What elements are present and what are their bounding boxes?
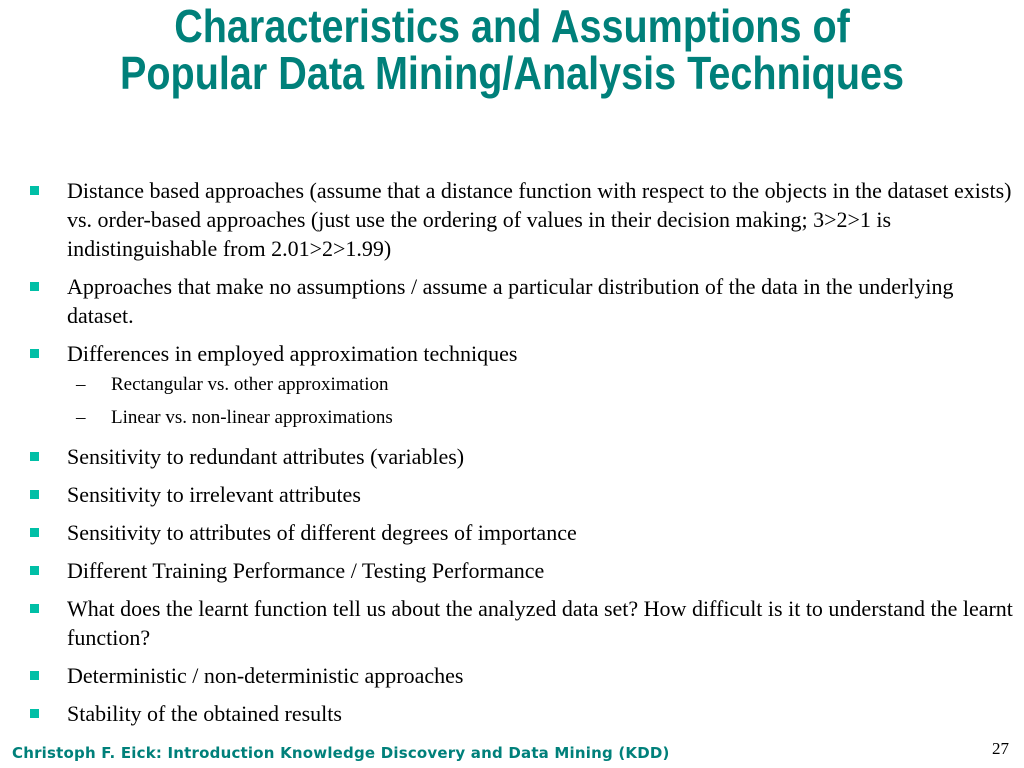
square-bullet-icon: [30, 452, 39, 461]
square-bullet-icon: [30, 709, 39, 718]
bullet-list: [28, 176, 1018, 737]
slide-footer: Christoph F. Eick: Introduction Knowledge Discovery and Data Mining (KDD): [12, 744, 670, 762]
square-bullet-icon: [30, 604, 39, 613]
bullet-text: Sensitivity to redundant attributes (variables): [67, 444, 465, 469]
bullet-item: [28, 272, 1018, 330]
bullet-item: [28, 661, 1018, 690]
bullet-item: [28, 339, 1018, 368]
square-bullet-icon: [30, 282, 39, 291]
sub-bullet-text: Linear vs. non-linear approximations: [111, 407, 393, 428]
square-bullet-icon: [30, 349, 39, 358]
bullet-text: Distance based approaches (assume that a distance function with respect to the objects in the dataset exists) vs. order-based approaches (just use the ordering of values in their decision making; 3>2>1 is indistinguishable from 2.01>2>1.99): [67, 178, 1012, 261]
slide-title-line-1: Characteristics and Assumptions of: [174, 0, 850, 52]
bullet-item: [28, 480, 1018, 509]
slide-title-line-2: Popular Data Mining/Analysis Techniques: [119, 47, 905, 99]
dash-bullet-icon: –: [76, 407, 86, 428]
square-bullet-icon: [30, 566, 39, 575]
sub-bullet-item: [28, 373, 1018, 397]
page-number: 27: [992, 739, 1009, 758]
bullet-item: [28, 556, 1018, 585]
bullet-item: [28, 594, 1018, 652]
bullet-text: Approaches that make no assumptions / assume a particular distribution of the data in the underlying dataset.: [67, 274, 954, 328]
sub-bullet-text: Rectangular vs. other approximation: [111, 374, 389, 395]
bullet-item: [28, 176, 1018, 263]
bullet-text: Sensitivity to irrelevant attributes: [67, 482, 361, 507]
square-bullet-icon: [30, 490, 39, 499]
bullet-text: Deterministic / non-deterministic approaches: [67, 663, 464, 688]
bullet-item: [28, 699, 1018, 728]
square-bullet-icon: [30, 186, 39, 195]
sub-bullet-item: [28, 406, 1018, 430]
bullet-text: Sensitivity to attributes of different degrees of importance: [67, 520, 577, 545]
slide-title: [72, 0, 953, 97]
square-bullet-icon: [30, 671, 39, 680]
bullet-text: Different Training Performance / Testing Performance: [67, 558, 545, 583]
bullet-text: Differences in employed approximation techniques: [67, 341, 518, 366]
dash-bullet-icon: –: [76, 374, 86, 395]
bullet-text: What does the learnt function tell us about the analyzed data set? How difficult is it to understand the learnt function?: [67, 596, 1013, 650]
square-bullet-icon: [30, 528, 39, 537]
bullet-item: [28, 442, 1018, 471]
bullet-text: Stability of the obtained results: [67, 701, 342, 726]
bullet-item: [28, 518, 1018, 547]
